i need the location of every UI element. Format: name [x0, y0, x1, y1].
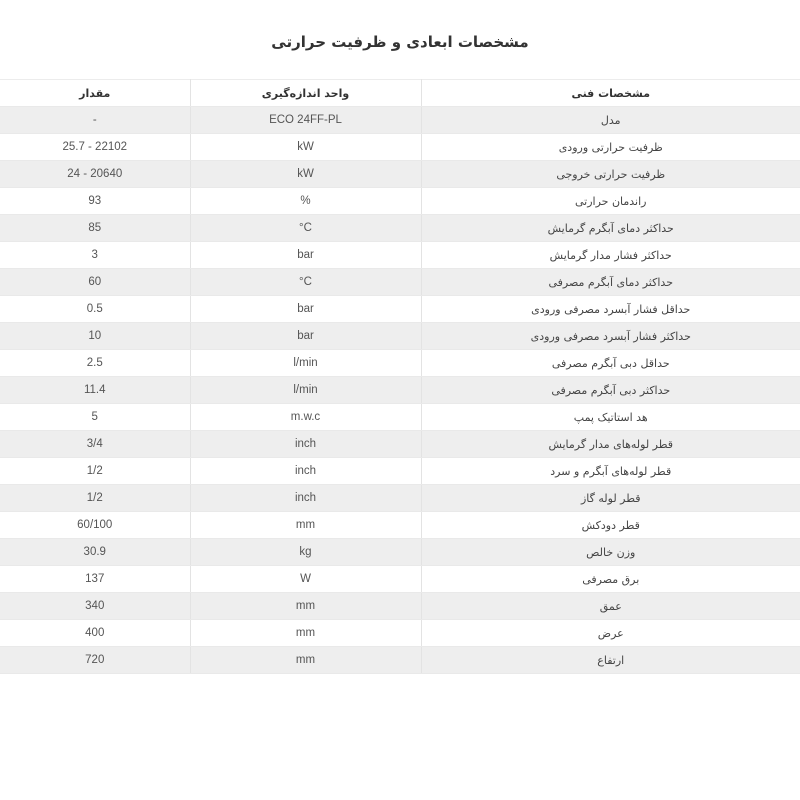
table-row — [0, 485, 800, 512]
spec-cell: مدل — [421, 107, 800, 134]
value-cell: 340 — [0, 593, 190, 620]
spec-cell: حداقل دبی آبگرم مصرفی — [421, 350, 800, 377]
unit-cell: kg — [190, 539, 421, 566]
table-row — [0, 296, 800, 323]
unit-cell: l/min — [190, 377, 421, 404]
value-cell: 0.5 — [0, 296, 190, 323]
spec-cell: قطر لوله‌های آبگرم و سرد — [421, 458, 800, 485]
value-cell: 24 - 20640 — [0, 161, 190, 188]
page-title: مشخصات ابعادی و ظرفیت حرارتی — [271, 33, 529, 51]
value-cell: 11.4 — [0, 377, 190, 404]
unit-cell: % — [190, 188, 421, 215]
header-unit: واحد اندازه‌گیری — [190, 80, 421, 107]
table-row — [0, 458, 800, 485]
spec-cell: قطر دودکش — [421, 512, 800, 539]
table-row — [0, 512, 800, 539]
unit-cell: mm — [190, 593, 421, 620]
value-cell: 3 — [0, 242, 190, 269]
spec-cell: هد استاتیک پمپ — [421, 404, 800, 431]
value-cell: - — [0, 107, 190, 134]
spec-cell: ظرفیت حرارتی ورودی — [421, 134, 800, 161]
unit-cell: inch — [190, 458, 421, 485]
unit-cell: °C — [190, 269, 421, 296]
unit-cell: kW — [190, 134, 421, 161]
unit-cell: kW — [190, 161, 421, 188]
spec-cell: حداکثر دبی آبگرم مصرفی — [421, 377, 800, 404]
unit-cell: bar — [190, 323, 421, 350]
spec-cell: عرض — [421, 620, 800, 647]
table-row — [0, 593, 800, 620]
spec-cell: وزن خالص — [421, 539, 800, 566]
table-row — [0, 269, 800, 296]
unit-cell: m.w.c — [190, 404, 421, 431]
table-row — [0, 242, 800, 269]
unit-cell: inch — [190, 485, 421, 512]
table-header-row — [0, 80, 800, 107]
value-cell: 60/100 — [0, 512, 190, 539]
spec-cell: ارتفاع — [421, 647, 800, 674]
spec-cell: حداکثر فشار مدار گرمایش — [421, 242, 800, 269]
table-row — [0, 404, 800, 431]
spec-cell: حداکثر دمای آبگرم گرمایش — [421, 215, 800, 242]
unit-cell: inch — [190, 431, 421, 458]
header-spec: مشخصات فنی — [421, 80, 800, 107]
table-row — [0, 647, 800, 674]
value-cell: 60 — [0, 269, 190, 296]
value-cell: 85 — [0, 215, 190, 242]
table-row — [0, 539, 800, 566]
table-row — [0, 431, 800, 458]
table-row — [0, 215, 800, 242]
unit-cell: l/min — [190, 350, 421, 377]
spec-cell: قطر لوله گاز — [421, 485, 800, 512]
header-value: مقدار — [0, 80, 190, 107]
unit-cell: °C — [190, 215, 421, 242]
specifications-table — [0, 79, 800, 674]
table-row — [0, 161, 800, 188]
spec-cell: حداکثر دمای آبگرم مصرفی — [421, 269, 800, 296]
table-row — [0, 323, 800, 350]
value-cell: 1/2 — [0, 458, 190, 485]
spec-cell: برق مصرفی — [421, 566, 800, 593]
unit-cell: bar — [190, 296, 421, 323]
spec-cell: ظرفیت حرارتی خروجی — [421, 161, 800, 188]
value-cell: 1/2 — [0, 485, 190, 512]
table-row — [0, 134, 800, 161]
table-row — [0, 188, 800, 215]
unit-cell: mm — [190, 512, 421, 539]
spec-cell: قطر لوله‌های مدار گرمایش — [421, 431, 800, 458]
value-cell: 720 — [0, 647, 190, 674]
table-row — [0, 107, 800, 134]
unit-cell: bar — [190, 242, 421, 269]
value-cell: 25.7 - 22102 — [0, 134, 190, 161]
spec-cell: راندمان حرارتی — [421, 188, 800, 215]
value-cell: 137 — [0, 566, 190, 593]
unit-cell: ECO 24FF-PL — [190, 107, 421, 134]
table-row — [0, 350, 800, 377]
value-cell: 5 — [0, 404, 190, 431]
value-cell: 3/4 — [0, 431, 190, 458]
value-cell: 30.9 — [0, 539, 190, 566]
value-cell: 10 — [0, 323, 190, 350]
spec-cell: عمق — [421, 593, 800, 620]
value-cell: 93 — [0, 188, 190, 215]
spec-cell: حداقل فشار آبسرد مصرفی ورودی — [421, 296, 800, 323]
unit-cell: mm — [190, 647, 421, 674]
table-row — [0, 566, 800, 593]
unit-cell: mm — [190, 620, 421, 647]
unit-cell: W — [190, 566, 421, 593]
value-cell: 2.5 — [0, 350, 190, 377]
value-cell: 400 — [0, 620, 190, 647]
spec-cell: حداکثر فشار آبسرد مصرفی ورودی — [421, 323, 800, 350]
table-row — [0, 377, 800, 404]
table-row — [0, 620, 800, 647]
